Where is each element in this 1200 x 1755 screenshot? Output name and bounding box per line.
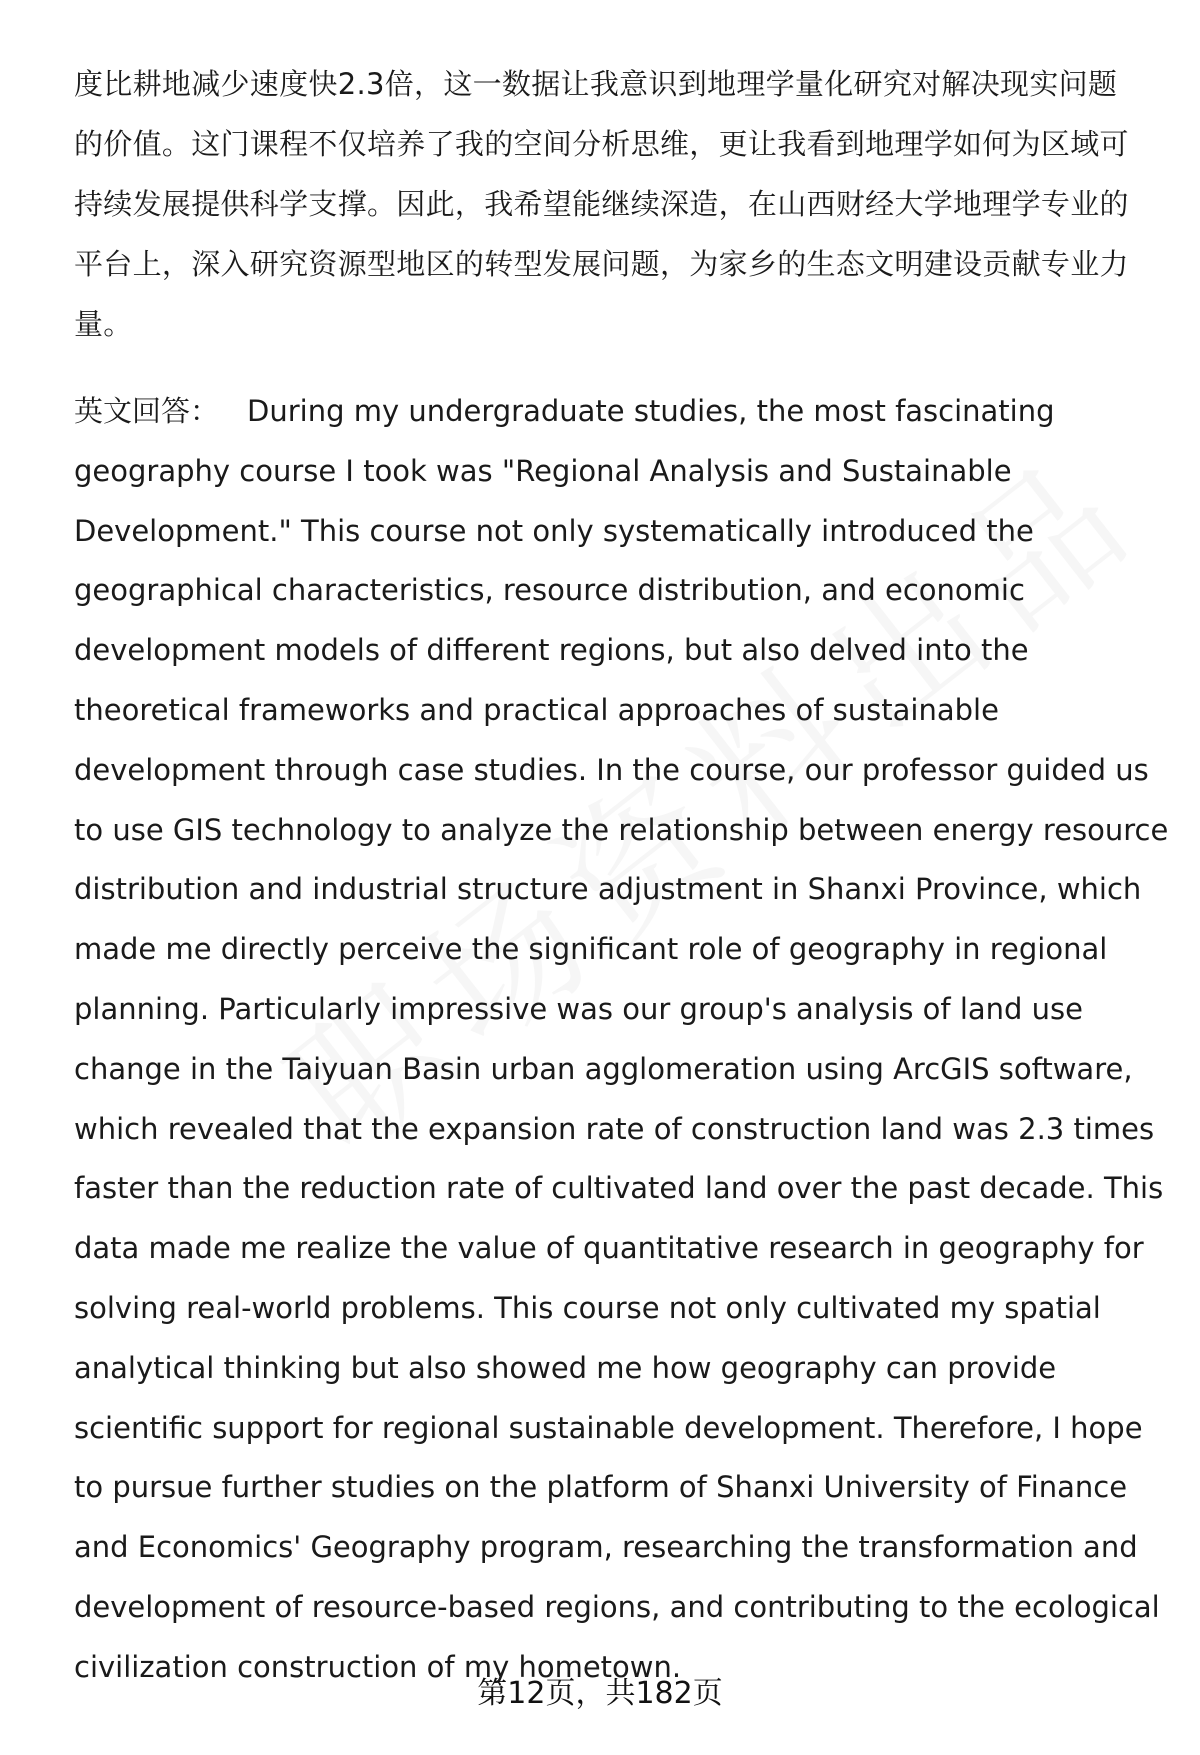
english-line: data made me realize the value of quantitative research in geography for — [74, 1231, 1144, 1266]
english-line-text: During my undergraduate studies, the most fascinating — [247, 394, 1055, 428]
english-answer-label: 英文回答： — [74, 394, 220, 428]
english-line: geographical characteristics, resource distribution, and economic — [74, 573, 1025, 608]
english-line: development models of different regions, but also delved into the — [74, 633, 1029, 668]
page-footer — [0, 1672, 1200, 1716]
english-line: geography course I took was "Regional Analysis and Sustainable — [74, 453, 1012, 488]
english-line: and Economics' Geography program, researching the transformation and — [74, 1530, 1138, 1565]
english-line: analytical thinking but also showed me how geography can provide — [74, 1350, 1057, 1385]
english-answer — [74, 382, 1169, 1698]
english-line: scientific support for regional sustainable development. Therefore, I hope — [74, 1410, 1143, 1445]
english-line: solving real-world problems. This course not only cultivated my spatial — [74, 1290, 1101, 1325]
english-line: theoretical frameworks and practical approaches of sustainable — [74, 692, 999, 727]
chinese-line: 的价值。这门课程不仅培养了我的空间分析思维，更让我看到地理学如何为区域可 — [74, 127, 1129, 161]
english-line: planning. Particularly impressive was our group's analysis of land use — [74, 991, 1084, 1026]
english-line: made me directly perceive the significant role of geography in regional — [74, 932, 1108, 967]
english-line: faster than the reduction rate of cultivated land over the past decade. This — [74, 1171, 1164, 1206]
english-line — [74, 382, 1154, 442]
english-line: which revealed that the expansion rate of construction land was 2.3 times — [74, 1111, 1155, 1146]
chinese-line: 量。 — [74, 307, 133, 341]
english-line: development of resource-based regions, and contributing to the ecological — [74, 1589, 1160, 1624]
page-content — [74, 54, 1169, 1698]
english-line: change in the Taiyuan Basin urban agglomeration using ArcGIS software, — [74, 1051, 1133, 1086]
chinese-paragraph — [74, 54, 1154, 354]
chinese-line: 持续发展提供科学支撑。因此，我希望能继续深造，在山西财经大学地理学专业的 — [74, 187, 1129, 221]
english-line: to pursue further studies on the platform of Shanxi University of Finance — [74, 1470, 1128, 1505]
chinese-line: 平台上，深入研究资源型地区的转型发展问题，为家乡的生态文明建设贡献专业力 — [74, 247, 1129, 281]
english-line: Development." This course not only systematically introduced the — [74, 513, 1034, 548]
english-line: distribution and industrial structure adjustment in Shanxi Province, which — [74, 872, 1142, 907]
english-line: to use GIS technology to analyze the relationship between energy resource — [74, 812, 1169, 847]
page-indicator: 第12页，共182页 — [477, 1676, 723, 1711]
english-line: civilization construction of my hometown. — [74, 1649, 682, 1684]
chinese-line: 度比耕地减少速度快2.3倍，这一数据让我意识到地理学量化研究对解决现实问题 — [74, 67, 1118, 101]
english-line: development through case studies. In the course, our professor guided us — [74, 752, 1149, 787]
